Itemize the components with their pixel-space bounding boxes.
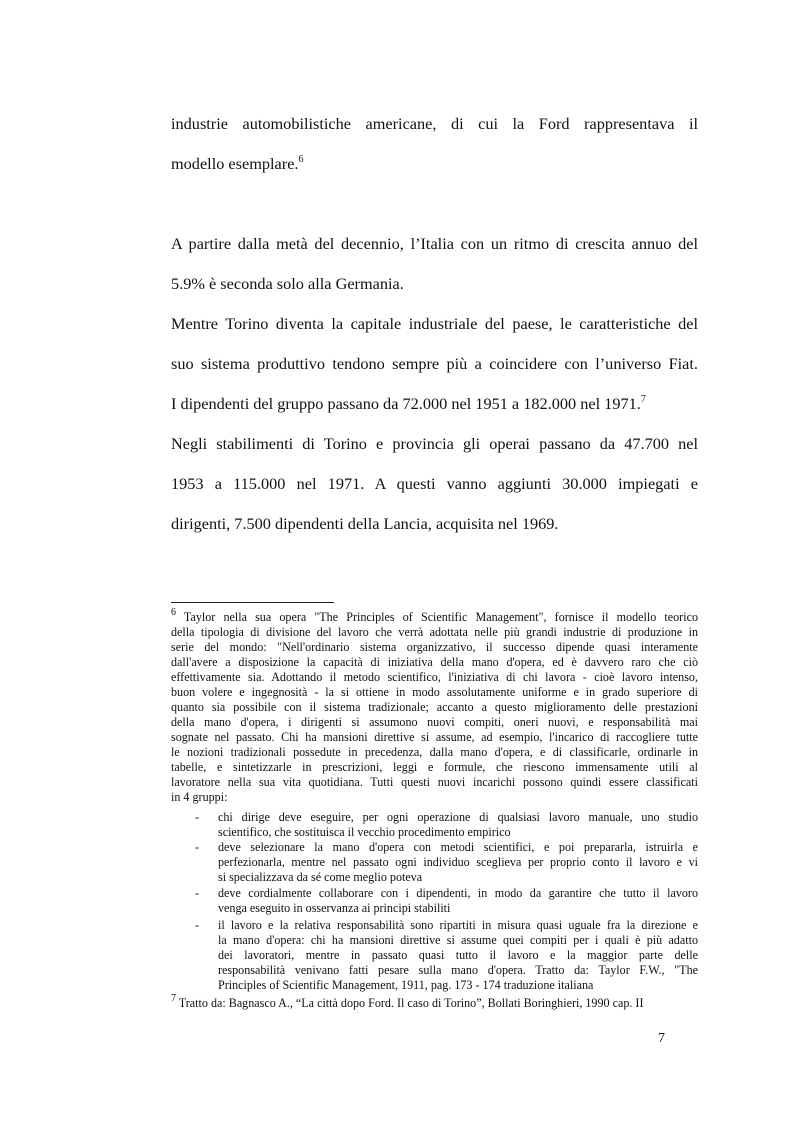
footnote-ref-7[interactable]: 7 [640,393,646,405]
list-bullet: - [195,886,200,900]
paragraph-line: I dipendenti del gruppo passano da 72.000 nel 1951 a 182.000 nel 1971.$^7$ [171,393,646,413]
list-item-line: venga eseguito in osservanza ai principi stabiliti [218,901,451,915]
footnote-line: lavoratore nella sua vita quotidiana. Tutti questi nuovi incarichi possono quindi essere classificati [171,775,698,789]
list-bullet: - [195,810,200,824]
footnote-marker-6: 6 [171,606,176,618]
footnote-line: $^7$ Tratto da: Bagnasco A., “La città dopo Ford. Il caso di Torino”, Bollati Boringhieri, 1990 cap. II [171,992,644,1010]
footnote-line: le nozioni tradizionali possedute in precedenza, dalla mano d'opera, e di classificarle, ordinarle in [171,745,698,759]
paragraph-line: dirigenti, 7.500 dipendenti della Lancia, acquisita nel 1969. [171,514,559,533]
paragraph-line: 5.9% è seconda solo alla Germania. [171,274,404,293]
list-item-line: perfezionarla, mentre nel passato ogni individuo sceglieva per proprio conto il lavoro e vi [218,855,698,869]
list-item-line: dei lavoratori, mentre in passato quasi tutto il lavoro e la maggior parte delle [218,948,698,962]
footnote-line: della mano d'opera, i dirigenti si assumono nuovi compiti, oneri nuovi, e responsabilità mai [171,715,698,729]
footnote-ref-6[interactable]: 6 [298,153,304,165]
footnote-line: quanto sia possibile con il sistema tradizionale; accanto a questo miglioramento delle prestazioni [171,700,698,714]
paragraph-line: Negli stabilimenti di Torino e provincia gli operai passano da 47.700 nel [171,434,698,453]
footnote-line: tabelle, e sintetizzarle in prescrizioni, leggi e formule, che riescono immensamente utili al [171,760,698,774]
footnote-line: in 4 gruppi: [171,790,228,804]
list-item-line: deve selezionare la mano d'opera con metodi scientifici, e poi prepararla, istruirla e [218,840,698,854]
paragraph-line: modello esemplare.$^6$ [171,153,304,173]
list-item-line: si specializzava da sé come meglio poteva [218,870,423,884]
list-bullet: - [195,840,200,854]
footnote-line: sognate nel passato. Chi ha mansioni direttive si assume, ad esempio, l'incarico di raccogliere tutte [171,730,698,744]
list-item-line: responsabilità venivano fatti pesare sulla mano d'opera. Tratto da: Taylor F.W., "The [218,963,698,977]
list-item-line: il lavoro e la relativa responsabilità sono ripartiti in misura quasi uguale fra la direzione e [218,918,698,932]
paragraph-line: suo sistema produttivo tendono sempre più a coincidere con l’universo Fiat. [171,354,698,373]
list-bullet: - [195,918,200,932]
footnote-separator [171,602,334,603]
list-item-line: scientifico, che sostituisca il vecchio procedimento empirico [218,825,511,839]
paragraph-line: A partire dalla metà del decennio, l’Italia con un ritmo di crescita annuo del [171,234,698,253]
footnote-line: dall'avere a disposizione la capacità di iniziativa della mano d'opera, ed è davvero raro che ciò [171,655,698,669]
page-number: 7 [658,1031,665,1046]
footnote-line: buon volere e ingegnosità - la si ottiene in modo assolutamente uniforme e in grado superiore di [171,685,698,699]
footnote-marker-7: 7 [171,992,176,1004]
footnote-line: serie del mondo: "Nell'ordinario sistema organizzativo, il successo dipende quasi interamente [171,640,698,654]
list-item-line: chi dirige deve eseguire, per ogni operazione di qualsiasi lavoro manuale, uno studio [218,810,698,824]
list-item-line: la mano d'opera: chi ha mansioni direttive si assume quei compiti per i quali è più adatto [218,933,698,947]
footnote-line: effettivamente sia. Adottando il metodo scientifico, l'iniziativa di chi lavora - cioè lavoro intenso, [171,670,698,684]
list-item-line: Principles of Scientific Management, 1911, pag. 173 - 174 traduzione italiana [218,978,594,992]
paragraph-line: Mentre Torino diventa la capitale industriale del paese, le caratteristiche del [171,314,698,333]
list-item-line: deve cordialmente collaborare con i dipendenti, in modo da garantire che tutto il lavoro [218,886,698,900]
paragraph-line: 1953 a 115.000 nel 1971. A questi vanno aggiunti 30.000 impiegati e [171,474,698,493]
footnote-line: $^6$ Taylor nella sua opera "The Principles of Scientific Management", fornisce il modello teorico [171,606,698,624]
footnote-line: della tipologia di divisione del lavoro che verrà adottata nelle più grandi industrie di produzione in [171,625,698,639]
paragraph-line: industrie automobilistiche americane, di cui la Ford rappresentava il [171,114,698,133]
